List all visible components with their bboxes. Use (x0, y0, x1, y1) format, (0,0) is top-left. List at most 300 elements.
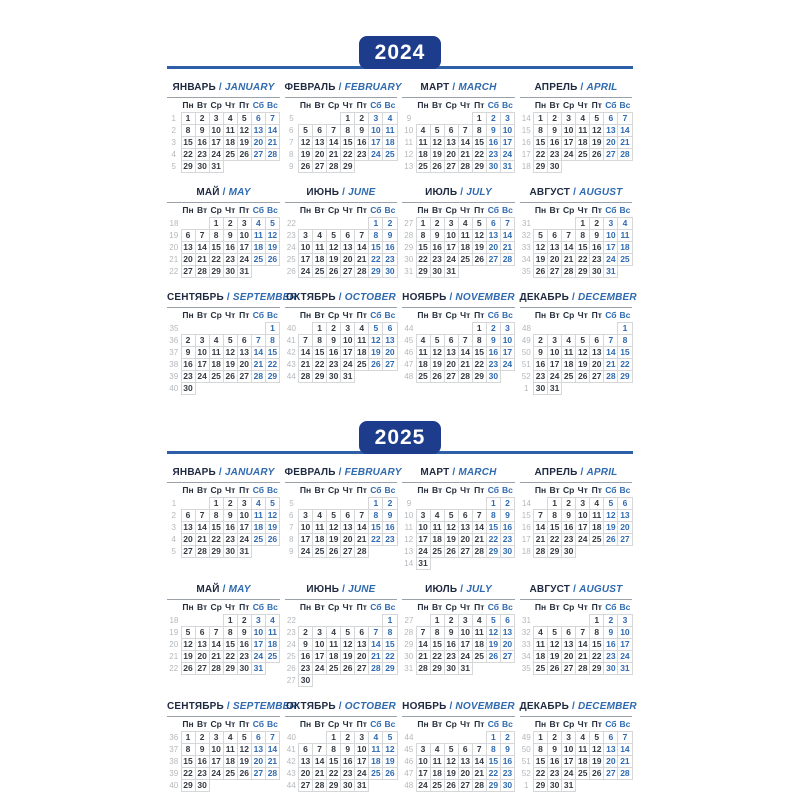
month-title-april-2025 (520, 467, 633, 482)
week-number: 2 (171, 126, 176, 135)
date-cell: 2 (237, 615, 251, 627)
month-title-january-2024 (167, 82, 280, 97)
date-cell: 18 (472, 639, 486, 651)
week-number: 20 (169, 640, 179, 649)
date-cell: 28 (472, 546, 486, 558)
date-cell: 20 (590, 359, 604, 371)
date-cell: 10 (562, 744, 576, 756)
date-cell: 11 (430, 756, 444, 768)
date-cell: 5 (265, 498, 279, 510)
date-cell: 26 (548, 663, 562, 675)
day-header-1: Пн (182, 602, 194, 613)
date-cell: 26 (444, 780, 458, 792)
week-row (285, 615, 398, 627)
date-cell: 11 (383, 125, 397, 137)
week-row (402, 254, 515, 266)
date-cell: 14 (618, 744, 632, 756)
date-cell: 18 (383, 137, 397, 149)
day-header-6: Сб (370, 602, 382, 613)
week-row (167, 161, 280, 173)
month-title-february-2024 (284, 82, 402, 97)
date-cell: 5 (430, 125, 444, 137)
date-cell: 9 (562, 510, 576, 522)
date-cell: 19 (327, 534, 341, 546)
date-cell: 23 (383, 254, 397, 266)
date-empty (355, 675, 369, 687)
date-cell: 13 (500, 627, 514, 639)
date-cell: 29 (181, 780, 195, 792)
date-cell: 25 (223, 768, 237, 780)
date-cell: 19 (444, 534, 458, 546)
date-cell: 11 (251, 230, 265, 242)
date-cell: 7 (618, 732, 632, 744)
date-cell: 26 (299, 161, 313, 173)
date-cell: 21 (458, 149, 472, 161)
date-cell: 9 (500, 744, 514, 756)
week-row (167, 383, 280, 395)
date-cell: 21 (209, 651, 223, 663)
month-name-ru: НОЯБРЬ (402, 292, 447, 303)
week-row (167, 522, 280, 534)
date-empty (181, 498, 195, 510)
date-cell: 2 (299, 627, 313, 639)
date-cell: 10 (237, 510, 251, 522)
date-cell: 27 (237, 371, 251, 383)
date-cell: 17 (562, 137, 576, 149)
date-cell: 25 (251, 254, 265, 266)
date-cell: 14 (355, 522, 369, 534)
date-cell: 4 (576, 732, 590, 744)
day-header-5: Пт (356, 100, 367, 110)
date-cell: 19 (604, 522, 618, 534)
date-cell: 27 (458, 780, 472, 792)
date-cell: 3 (369, 113, 383, 125)
date-cell: 17 (618, 639, 632, 651)
week-row (285, 732, 398, 744)
date-cell: 2 (534, 335, 548, 347)
day-header-row (167, 308, 280, 323)
date-empty (355, 498, 369, 510)
date-cell: 3 (618, 615, 632, 627)
date-cell: 29 (181, 161, 195, 173)
date-empty (223, 161, 237, 173)
date-cell: 9 (604, 627, 618, 639)
day-header-2: Вт (196, 485, 208, 496)
date-cell: 11 (472, 627, 486, 639)
date-empty (604, 546, 618, 558)
date-cell: 2 (195, 732, 209, 744)
day-header-6: Сб (605, 205, 617, 215)
date-cell: 11 (355, 335, 369, 347)
date-cell: 2 (548, 113, 562, 125)
date-cell: 4 (534, 627, 548, 639)
date-cell: 12 (341, 639, 355, 651)
week-row (167, 125, 280, 137)
month-grid-june-2024 (285, 202, 398, 278)
date-empty (369, 161, 383, 173)
day-header-1: Пн (417, 485, 429, 496)
week-number: 46 (404, 348, 414, 357)
day-header-6: Сб (370, 310, 382, 320)
date-cell: 15 (327, 756, 341, 768)
date-cell: 10 (251, 627, 265, 639)
date-empty (299, 323, 313, 335)
date-cell: 3 (416, 510, 430, 522)
month-name-en: OCTOBER (344, 701, 396, 712)
date-cell: 26 (223, 371, 237, 383)
date-cell: 18 (209, 359, 223, 371)
date-cell: 8 (472, 125, 486, 137)
week-number: 45 (404, 336, 414, 345)
date-cell: 5 (444, 744, 458, 756)
day-header-7: Вс (267, 602, 278, 612)
month-name-ru: ОКТЯБРЬ (286, 701, 336, 712)
week-number: 52 (521, 769, 531, 778)
date-cell: 19 (299, 149, 313, 161)
week-number: 22 (287, 219, 296, 228)
day-header-6: Сб (487, 100, 499, 110)
week-number: 44 (286, 781, 296, 790)
week-number: 37 (169, 745, 179, 754)
date-cell: 22 (341, 149, 355, 161)
month-title-separator: / (577, 467, 587, 478)
date-cell: 12 (265, 510, 279, 522)
date-empty (590, 780, 604, 792)
day-header-3: Ср (327, 100, 340, 111)
date-cell: 15 (265, 347, 279, 359)
date-empty (313, 732, 327, 744)
week-row (520, 137, 633, 149)
week-row (285, 534, 398, 546)
date-empty (383, 675, 397, 687)
month-title-august-2025 (520, 584, 633, 599)
date-cell: 13 (195, 639, 209, 651)
date-cell: 7 (265, 113, 279, 125)
week-number: 7 (289, 523, 294, 532)
date-cell: 8 (181, 125, 195, 137)
date-empty (237, 323, 251, 335)
date-cell: 12 (604, 510, 618, 522)
month-title-separator: / (215, 82, 225, 93)
date-cell: 13 (486, 230, 500, 242)
date-cell: 24 (576, 534, 590, 546)
day-header-5: Пт (356, 205, 367, 216)
date-cell: 23 (341, 768, 355, 780)
date-empty (562, 383, 576, 395)
date-cell: 18 (534, 651, 548, 663)
date-cell: 26 (486, 651, 500, 663)
week-row (167, 335, 280, 347)
week-number: 42 (286, 348, 296, 357)
date-cell: 17 (416, 768, 430, 780)
month-title-separator: / (339, 584, 349, 595)
day-header-4: Чт (460, 205, 471, 215)
week-row (520, 756, 633, 768)
day-header-3: Ср (445, 602, 457, 612)
date-cell: 16 (383, 522, 397, 534)
day-header-6: Сб (605, 310, 617, 321)
date-cell: 4 (562, 335, 576, 347)
date-cell: 8 (341, 125, 355, 137)
day-header-7: Вс (619, 205, 631, 215)
date-cell: 14 (458, 137, 472, 149)
day-header-row (285, 483, 398, 498)
day-header-1: Пн (299, 100, 312, 111)
date-cell: 14 (251, 347, 265, 359)
week-row (167, 266, 280, 278)
day-header-5: Пт (474, 602, 485, 612)
date-empty (251, 323, 265, 335)
date-cell: 18 (430, 534, 444, 546)
week-row (167, 780, 280, 792)
day-header-4: Чт (342, 310, 353, 320)
date-cell: 10 (209, 125, 223, 137)
date-cell: 24 (500, 149, 514, 161)
date-cell: 6 (618, 498, 632, 510)
week-number: 1 (524, 384, 529, 393)
day-header-7: Вс (502, 310, 513, 320)
day-header-7: Вс (619, 310, 631, 320)
date-cell: 10 (444, 230, 458, 242)
week-row (402, 335, 515, 347)
day-header-4: Чт (577, 485, 588, 495)
date-cell: 6 (237, 335, 251, 347)
week-number: 24 (286, 640, 296, 649)
week-row (285, 149, 398, 161)
date-cell: 26 (237, 149, 251, 161)
date-cell: 22 (369, 254, 383, 266)
date-cell: 22 (472, 149, 486, 161)
date-cell: 5 (383, 732, 397, 744)
month-title-separator: / (446, 701, 456, 712)
date-cell: 7 (313, 744, 327, 756)
week-row (520, 125, 633, 137)
date-empty (299, 218, 313, 230)
date-cell: 13 (548, 242, 562, 254)
week-number: 31 (404, 664, 414, 673)
date-cell: 1 (486, 498, 500, 510)
date-cell: 1 (590, 615, 604, 627)
date-cell: 25 (416, 371, 430, 383)
date-empty (576, 323, 590, 335)
date-cell: 20 (618, 522, 632, 534)
date-empty (562, 161, 576, 173)
date-cell: 29 (472, 161, 486, 173)
day-header-1: Пн (182, 719, 194, 729)
date-empty (181, 218, 195, 230)
date-empty (430, 498, 444, 510)
week-row (402, 113, 515, 125)
date-cell: 15 (341, 137, 355, 149)
day-header-2: Вт (431, 310, 443, 321)
date-cell: 19 (534, 254, 548, 266)
day-header-4: Чт (577, 719, 588, 729)
date-cell: 18 (251, 522, 265, 534)
date-cell: 14 (458, 347, 472, 359)
day-header-3: Ср (327, 310, 340, 320)
date-cell: 5 (265, 218, 279, 230)
week-number: 31 (522, 219, 531, 228)
week-number: 2 (171, 511, 176, 520)
month-name-en: OCTOBER (344, 292, 396, 303)
date-cell: 16 (195, 137, 209, 149)
date-cell: 5 (472, 218, 486, 230)
date-cell: 16 (500, 756, 514, 768)
date-cell: 10 (416, 756, 430, 768)
date-cell: 29 (486, 546, 500, 558)
date-empty (562, 218, 576, 230)
date-empty (195, 323, 209, 335)
day-header-7: Вс (267, 485, 278, 495)
month-name-ru: МАЙ (196, 584, 220, 595)
date-cell: 3 (444, 218, 458, 230)
date-cell: 3 (500, 113, 514, 125)
month-name-ru: ОКТЯБРЬ (286, 292, 336, 303)
date-cell: 11 (265, 627, 279, 639)
week-number: 9 (289, 162, 294, 171)
day-header-2: Вт (314, 205, 325, 216)
date-empty (223, 383, 237, 395)
week-row (167, 615, 280, 627)
date-cell: 26 (383, 768, 397, 780)
date-cell: 18 (223, 756, 237, 768)
date-cell: 17 (237, 522, 251, 534)
date-cell: 23 (548, 149, 562, 161)
week-row (520, 371, 633, 383)
month-name-ru: ЯНВАРЬ (172, 467, 216, 478)
date-cell: 24 (299, 546, 313, 558)
week-number: 27 (286, 676, 296, 685)
date-cell: 30 (590, 266, 604, 278)
month-title-may-2024 (167, 187, 280, 202)
date-cell: 1 (472, 113, 486, 125)
month-may-2025 (167, 584, 280, 675)
date-cell: 20 (355, 651, 369, 663)
month-title-march-2025 (402, 467, 515, 482)
date-cell: 2 (355, 113, 369, 125)
date-cell: 7 (472, 744, 486, 756)
day-header-2: Вт (314, 310, 325, 320)
week-number: 26 (286, 267, 296, 276)
week-number: 36 (169, 733, 179, 742)
month-name-ru: ДЕКАБРЬ (519, 701, 570, 712)
date-cell: 15 (181, 137, 195, 149)
day-header-3: Ср (327, 602, 340, 613)
date-cell: 20 (604, 137, 618, 149)
week-row (520, 218, 633, 230)
date-cell: 30 (341, 780, 355, 792)
date-cell: 20 (500, 639, 514, 651)
date-cell: 3 (458, 615, 472, 627)
year-section-2024 (167, 36, 637, 395)
date-cell: 30 (299, 675, 313, 687)
date-cell: 23 (500, 768, 514, 780)
week-row (285, 498, 398, 510)
date-cell: 25 (430, 546, 444, 558)
date-cell: 26 (369, 359, 383, 371)
date-cell: 3 (237, 498, 251, 510)
date-empty (251, 383, 265, 395)
week-row (402, 218, 515, 230)
date-cell: 14 (534, 522, 548, 534)
week-row (285, 675, 398, 687)
date-cell: 27 (355, 663, 369, 675)
date-empty (576, 546, 590, 558)
week-number: 8 (289, 150, 294, 159)
week-number-header (167, 203, 181, 218)
day-header-3: Ср (210, 719, 222, 729)
date-cell: 28 (265, 149, 279, 161)
date-cell: 7 (604, 335, 618, 347)
date-cell: 22 (430, 651, 444, 663)
date-cell: 15 (313, 347, 327, 359)
date-cell: 14 (562, 242, 576, 254)
day-header-5: Пт (474, 205, 485, 215)
date-cell: 20 (341, 254, 355, 266)
date-cell: 28 (416, 663, 430, 675)
week-row (167, 498, 280, 510)
date-cell: 10 (604, 230, 618, 242)
week-number: 3 (171, 523, 176, 532)
date-empty (313, 113, 327, 125)
date-cell: 29 (548, 546, 562, 558)
date-cell: 25 (313, 266, 327, 278)
date-cell: 2 (604, 615, 618, 627)
date-cell: 15 (618, 347, 632, 359)
date-cell: 28 (299, 371, 313, 383)
day-header-1: Пн (182, 100, 194, 110)
date-cell: 3 (209, 113, 223, 125)
week-number: 50 (521, 348, 531, 357)
date-cell: 6 (181, 230, 195, 242)
date-cell: 24 (251, 651, 265, 663)
date-cell: 20 (181, 254, 195, 266)
week-number: 31 (404, 267, 414, 276)
week-number-header (520, 600, 534, 615)
month-name-ru: ИЮЛЬ (425, 584, 458, 595)
week-row (167, 218, 280, 230)
date-empty (500, 558, 514, 570)
month-name-ru: ЯНВАРЬ (172, 82, 216, 93)
date-cell: 16 (181, 359, 195, 371)
date-cell: 15 (590, 639, 604, 651)
day-header-3: Ср (562, 310, 575, 321)
date-cell: 21 (251, 359, 265, 371)
date-empty (444, 498, 458, 510)
month-title-separator: / (215, 467, 225, 478)
year-badge-2024: 2024 (359, 36, 442, 69)
date-empty (430, 558, 444, 570)
month-august-2024 (520, 187, 633, 278)
week-row (402, 125, 515, 137)
date-cell: 16 (444, 639, 458, 651)
date-empty (458, 498, 472, 510)
date-cell: 4 (313, 510, 327, 522)
date-cell: 9 (534, 347, 548, 359)
date-cell: 28 (458, 161, 472, 173)
day-header-7: Вс (502, 719, 513, 729)
week-row (402, 639, 515, 651)
date-cell: 9 (383, 230, 397, 242)
date-empty (313, 498, 327, 510)
date-cell: 12 (590, 744, 604, 756)
date-cell: 3 (195, 335, 209, 347)
week-row (402, 137, 515, 149)
date-empty (590, 546, 604, 558)
date-empty (369, 615, 383, 627)
month-grid-december-2025 (520, 716, 633, 792)
week-number: 27 (404, 219, 414, 228)
